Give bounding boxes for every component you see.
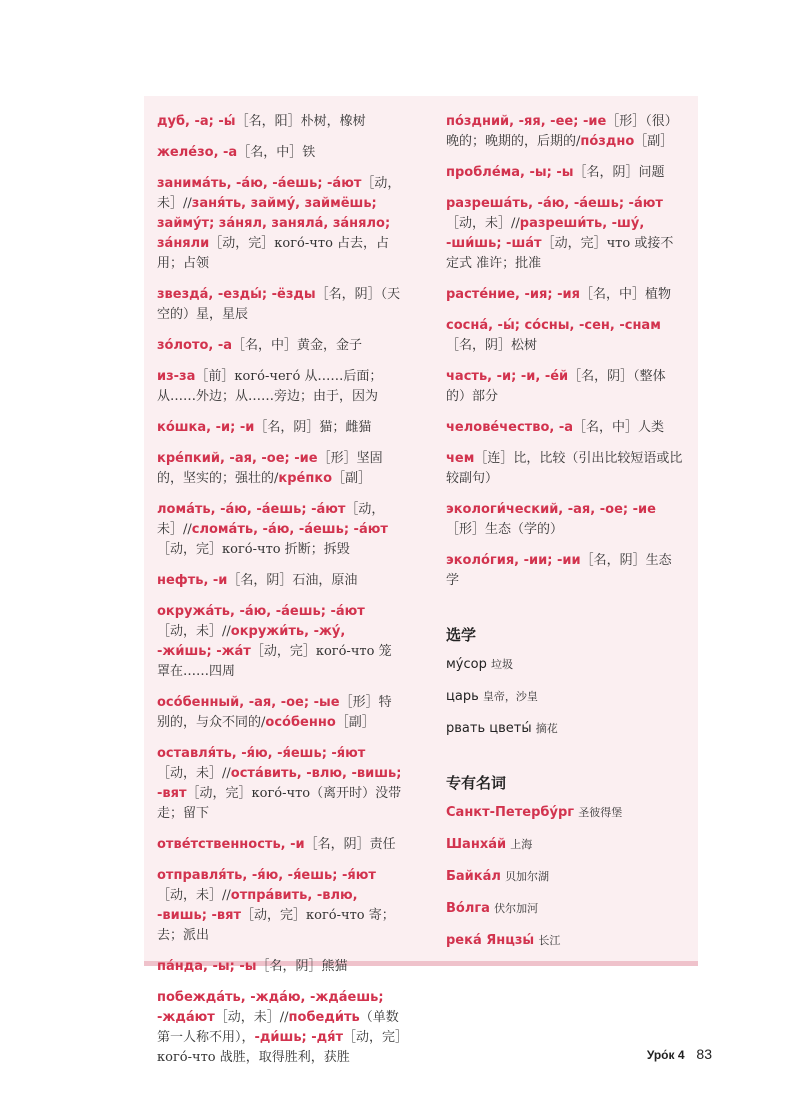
headword: звезда́, -езды́; -ёзды xyxy=(157,287,316,302)
proper-noun-word: Во́лга xyxy=(446,901,490,916)
definition: ［前］кого́-чего́ 从……后面；从……外边；从……旁边；由于，因为 xyxy=(157,369,383,404)
headword: лома́ть, -а́ю, -а́ешь; -а́ют xyxy=(157,502,346,517)
proper-noun-word: Санкт-Петербу́рг xyxy=(446,805,575,820)
left-column xyxy=(157,112,403,1079)
headword: оставля́ть, -я́ю, -я́ешь; -я́ют xyxy=(157,746,366,761)
vocab-entry xyxy=(157,449,403,489)
headword: осо́бенный, -ая, -ое; -ые xyxy=(157,695,340,710)
definition: ［形］坚固的，坚实的；强壮的/ xyxy=(157,451,383,486)
vocab-entry xyxy=(157,602,403,682)
chinese-gloss: 垃圾 xyxy=(491,658,513,671)
definition-pair: ［动，完］кого́-что 占去，占用；占领 xyxy=(157,236,390,271)
vocab-entry xyxy=(446,551,684,591)
headword: зо́лото, -а xyxy=(157,338,233,353)
definition: ［名，阳］朴树，橡树 xyxy=(235,114,366,129)
definition-pair: ［动，完］что 或接不定式 准许；批准 xyxy=(446,236,674,271)
definition: ［名，阴］石油，原油 xyxy=(227,573,358,588)
vocab-entry xyxy=(446,285,684,305)
definition: ［名，中］铁 xyxy=(237,145,316,160)
headword: занима́ть, -а́ю, -а́ешь; -а́ют xyxy=(157,176,362,191)
definition-pair: ［副］ xyxy=(332,471,372,486)
vocab-entry xyxy=(446,194,684,274)
definition: ［名，中］植物 xyxy=(579,287,671,302)
definition: ［名，阴］松树 xyxy=(446,338,538,353)
vocab-entry xyxy=(157,367,403,407)
headword-pair: по́здно xyxy=(580,134,635,149)
definition-pair: ［动，完］кого́-что（离开时）没带走；留下 xyxy=(157,786,402,821)
vocab-entry xyxy=(446,449,684,489)
optional-word xyxy=(446,719,684,739)
headword: побежда́ть, -жда́ю, -жда́ешь; -жда́ют xyxy=(157,990,384,1025)
headword: нефть, -и xyxy=(157,573,228,588)
vocab-entry xyxy=(157,112,403,132)
page-number: 83 xyxy=(696,1046,712,1062)
right-column xyxy=(446,112,684,963)
chinese-gloss: 上海 xyxy=(510,838,533,851)
proper-noun-word: Байка́л xyxy=(446,869,501,884)
headword: эколо́гия, -ии; -ии xyxy=(446,553,581,568)
headword: чем xyxy=(446,451,475,466)
definition: ［名，中］黄金，金子 xyxy=(232,338,363,353)
definition: ［动，未］// xyxy=(446,216,520,231)
proper-noun xyxy=(446,803,684,823)
vocab-entry xyxy=(157,336,403,356)
page-footer xyxy=(647,1046,712,1062)
chinese-gloss: 皇帝，沙皇 xyxy=(482,690,538,703)
russian-word: рвать цветы́ xyxy=(446,721,532,736)
vocab-entry xyxy=(446,112,684,152)
headword: разреша́ть, -а́ю, -а́ешь; -а́ют xyxy=(446,196,663,211)
headword: расте́ние, -ия; -ия xyxy=(446,287,580,302)
vocab-entry xyxy=(446,500,684,540)
definition: ［名，阴］问题 xyxy=(573,165,665,180)
proper-noun-word: Шанха́й xyxy=(446,837,507,852)
vocab-entry xyxy=(157,988,403,1068)
headword-pair: осо́бенно xyxy=(265,715,336,730)
vocab-entry xyxy=(157,285,403,325)
definition-pair: ［副］ xyxy=(634,134,674,149)
definition: ［名，阴］（天空的）星，星辰 xyxy=(157,287,401,322)
definition: ［名，阴］猫；雌猫 xyxy=(254,420,372,435)
headword: пробле́ма, -ы; -ы xyxy=(446,165,574,180)
vocab-entry xyxy=(157,866,403,946)
definition-pair: ［动，完］кого́-что 寄；去；派出 xyxy=(157,908,395,943)
definition: ［动，未］// xyxy=(157,624,231,639)
headword-pair: слома́ть, -а́ю, -а́ешь; -а́ют xyxy=(191,522,388,537)
vocab-entry xyxy=(157,744,403,824)
headword-pair: победи́ть xyxy=(288,1010,360,1025)
definition: ［连］比，比较（引出比较短语或比较副句） xyxy=(446,451,683,486)
headword-pair: кре́пко xyxy=(278,471,333,486)
headword: желе́зо, -а xyxy=(157,145,238,160)
headword: отве́тственность, -и xyxy=(157,837,305,852)
headword-pair: оста́вить, -влю, -вишь; -вят xyxy=(157,766,402,801)
definition: ［动，未］// xyxy=(214,1010,289,1025)
headword: сосна́, -ы́; со́сны, -сен, -снам xyxy=(446,318,661,333)
definition: ［动，未］// xyxy=(157,766,231,781)
headword: кре́пкий, -ая, -ое; -ие xyxy=(157,451,318,466)
vocab-entry xyxy=(157,418,403,438)
chinese-gloss: 摘花 xyxy=(535,722,558,735)
vocab-entry xyxy=(157,143,403,163)
headword: окружа́ть, -а́ю, -а́ешь; -а́ют xyxy=(157,604,365,619)
vocab-entry xyxy=(446,367,684,407)
proper-noun xyxy=(446,899,684,919)
vocab-entry xyxy=(157,835,403,855)
proper-noun xyxy=(446,931,684,951)
optional-word xyxy=(446,655,684,675)
headword: отправля́ть, -я́ю, -я́ешь; -я́ют xyxy=(157,868,376,883)
chinese-gloss: 圣彼得堡 xyxy=(578,806,623,819)
lesson-label: Уро́к 4 xyxy=(646,1048,685,1062)
russian-word: му́сор xyxy=(446,657,487,672)
definition: ［形］（很）晚的；晚期的，后期的/ xyxy=(446,114,678,149)
definition-pair: ［副］ xyxy=(335,715,375,730)
definition-pair: ［动，完］кого́-что 折断；拆毁 xyxy=(157,542,350,557)
definition: ［名，阴］（整体的）部分 xyxy=(446,369,666,404)
headword: из-за xyxy=(157,369,196,384)
definition-pair: ［动，完］кого́-что 笼罩在……四周 xyxy=(157,644,392,679)
headword: дуб, -а; -ы́ xyxy=(157,114,236,129)
chinese-gloss: 贝加尔湖 xyxy=(505,870,550,883)
vocab-entry xyxy=(446,163,684,183)
definition: ［动，未］// xyxy=(157,502,385,537)
vocab-entry xyxy=(157,693,403,733)
proper-noun xyxy=(446,867,684,887)
definition: ［名，阴］生态学 xyxy=(446,553,672,588)
optional-section-list xyxy=(446,655,684,739)
proper-nouns-list xyxy=(446,803,684,951)
headword: па́нда, -ы; -ы xyxy=(157,959,257,974)
vocab-entry xyxy=(157,500,403,560)
headword: ко́шка, -и; -и xyxy=(157,420,255,435)
definition: ［动，未］// xyxy=(157,888,231,903)
vocab-entry xyxy=(446,316,684,356)
headword-pair: окружи́ть, -жу́, -жи́шь; -жа́т xyxy=(157,624,346,659)
vocab-entry xyxy=(157,571,403,591)
russian-word: царь xyxy=(446,689,479,704)
headword: экологи́ческий, -ая, -ое; -ие xyxy=(446,502,656,517)
chinese-gloss: 长江 xyxy=(538,934,561,947)
definition: ［形］生态（学的） xyxy=(446,522,564,537)
vocab-entry xyxy=(157,957,403,977)
headword-pair: разреши́ть, -шу́, -ши́шь; -ша́т xyxy=(446,216,645,251)
definition-forms: ［动，完］кого́-что 战胜，取得胜利，获胜 xyxy=(157,1030,402,1065)
definition: ［形］特别的，与众不同的/ xyxy=(157,695,392,730)
definition: ［名，阴］熊猫 xyxy=(256,959,348,974)
headword: часть, -и; -и, -е́й xyxy=(446,369,569,384)
optional-word xyxy=(446,687,684,707)
definition: ［名，阴］责任 xyxy=(304,837,396,852)
headword-pair: отпра́вить, -влю, -вишь; -вят xyxy=(157,888,358,923)
definition: ［名，中］人类 xyxy=(573,420,665,435)
headword: челове́чество, -а xyxy=(446,420,574,435)
vocab-entry xyxy=(446,418,684,438)
headword-forms: -ди́шь; -дя́т xyxy=(254,1030,344,1045)
definition: ［动，未］// xyxy=(157,176,401,211)
proper-noun-word: река́ Янцзы́ xyxy=(446,933,535,948)
optional-section-title: 选学 xyxy=(446,626,477,644)
headword-pair: заня́ть, займу́, займёшь; займу́т; за́нял, заняла́, за́няло; за́няли xyxy=(157,196,391,251)
proper-noun xyxy=(446,835,684,855)
proper-nouns-title: 专有名词 xyxy=(446,774,507,792)
headword: по́здний, -яя, -ее; -ие xyxy=(446,114,607,129)
vocab-entry xyxy=(157,174,403,274)
chinese-gloss: 伏尔加河 xyxy=(494,902,539,915)
definition-pair: （单数第一人称不用）， xyxy=(157,1010,399,1045)
